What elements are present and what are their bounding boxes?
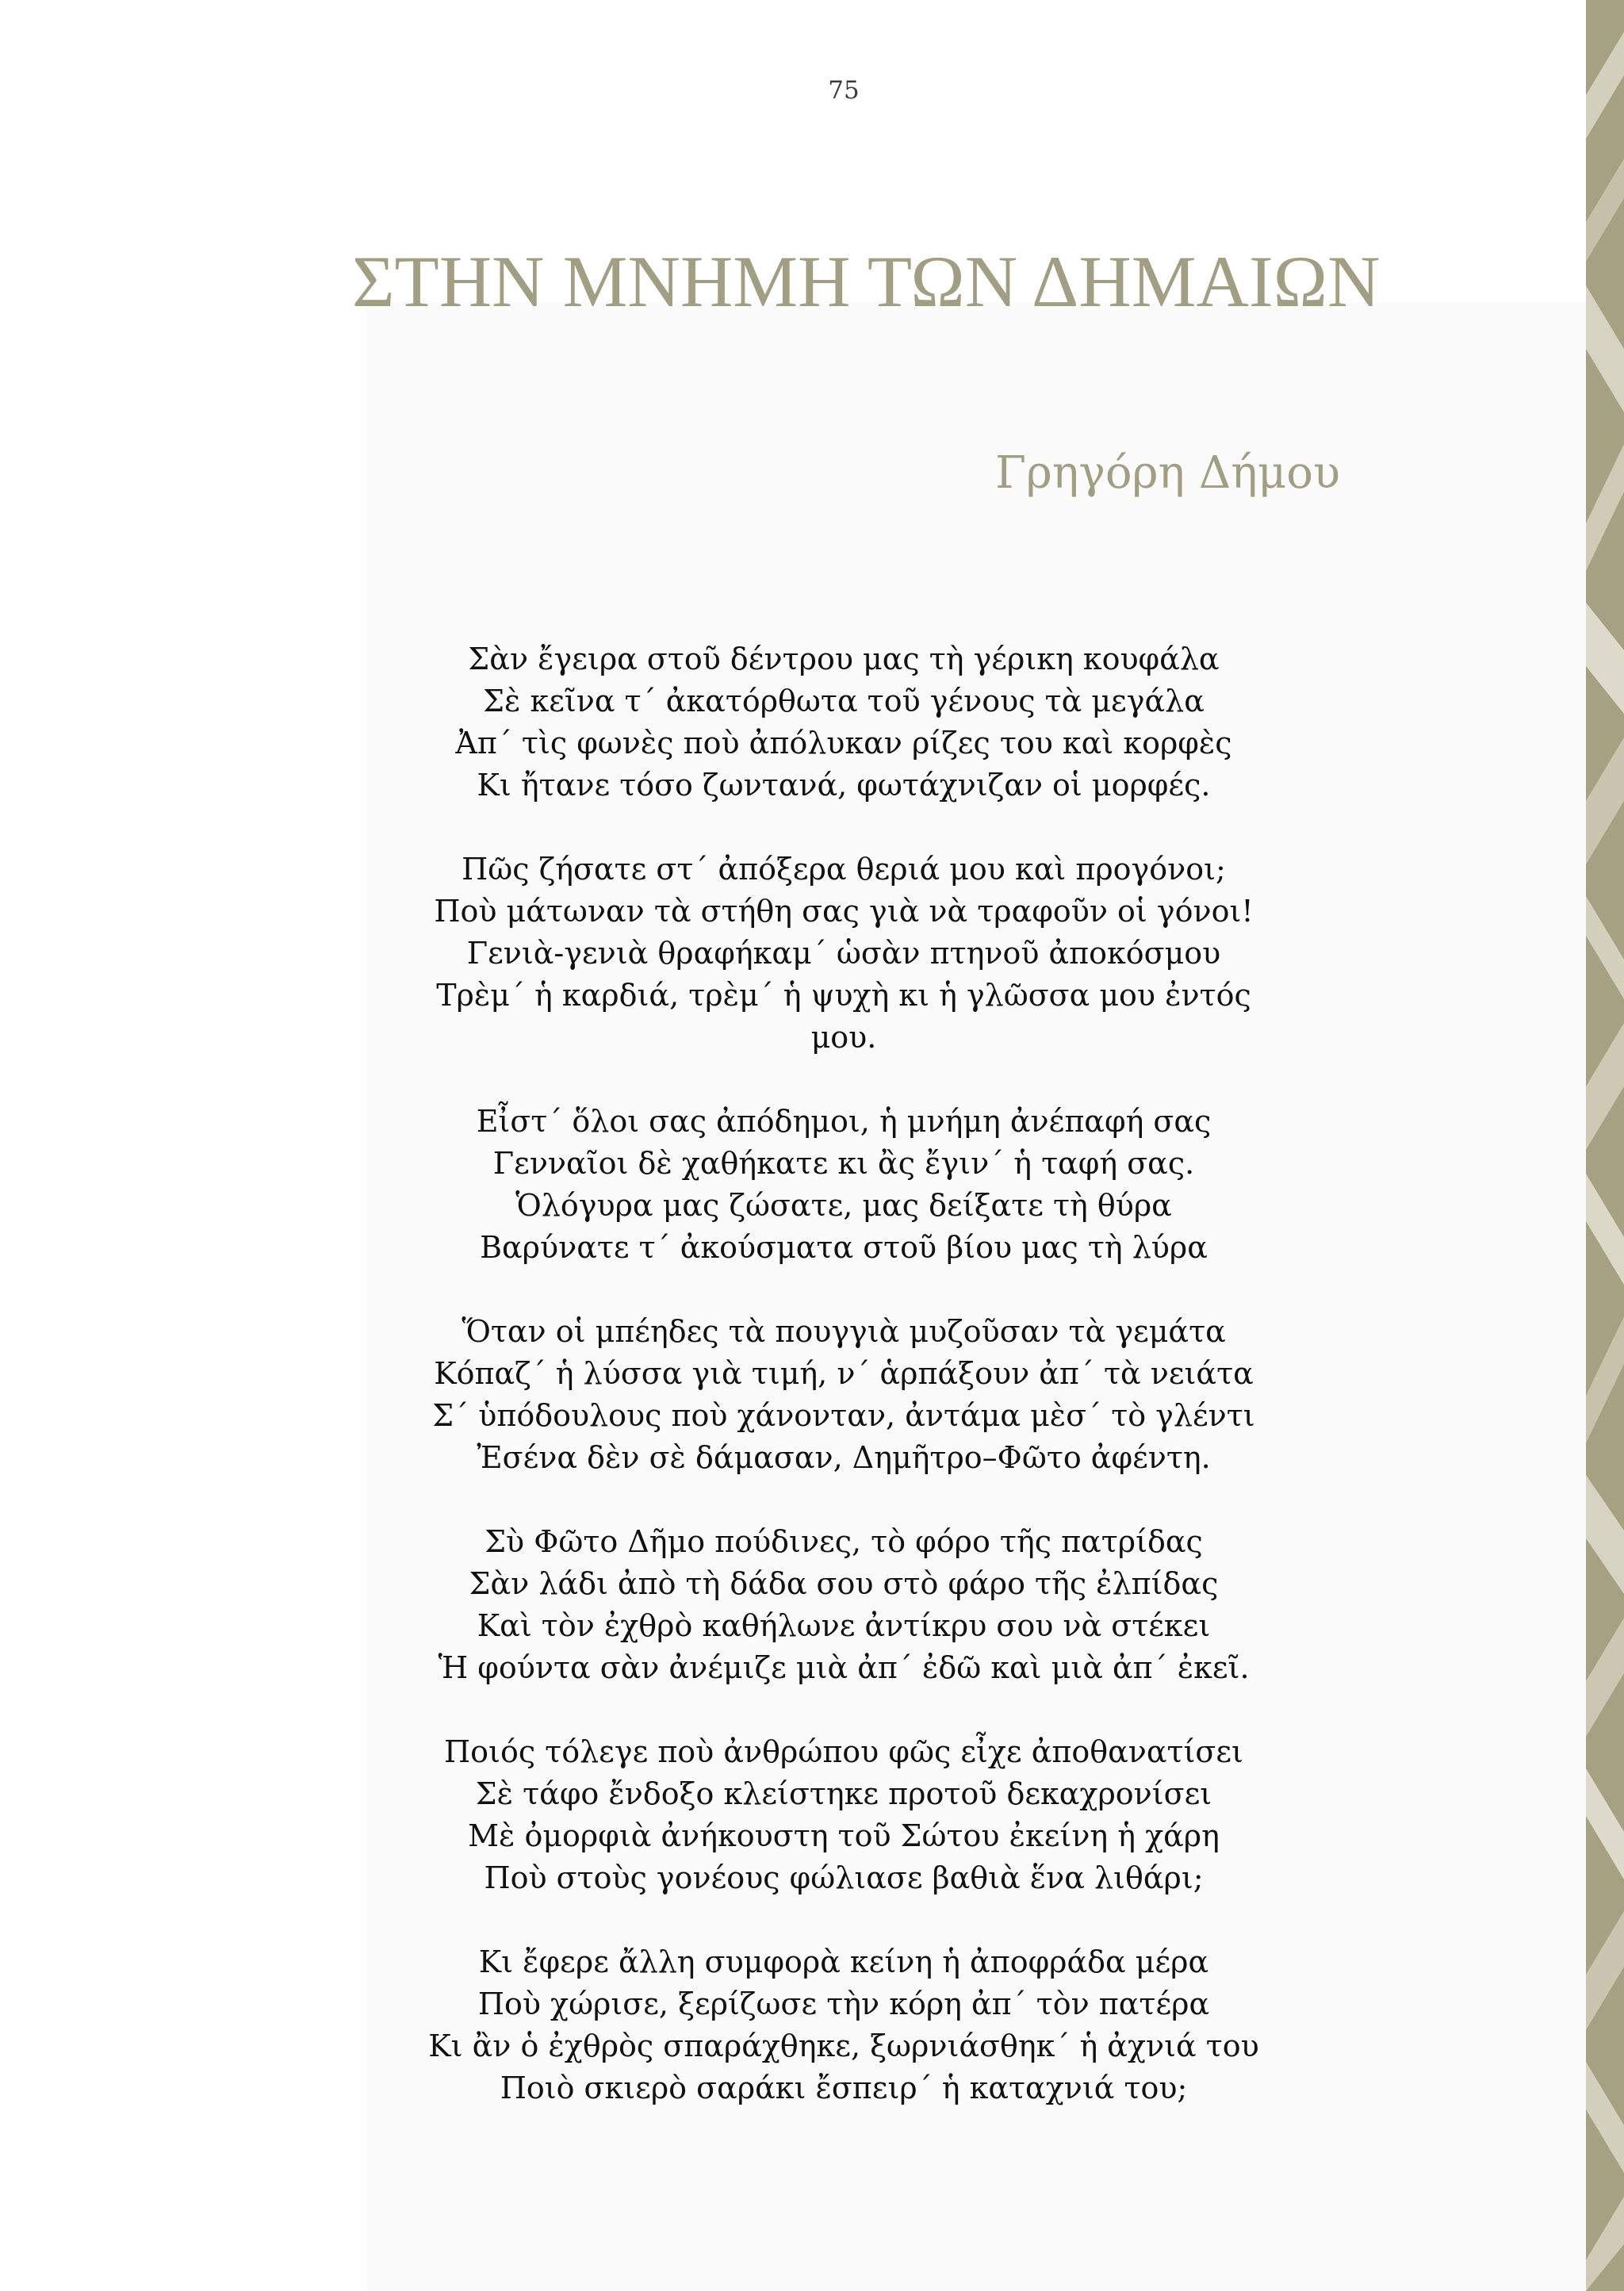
verse-line: Ποιός τόλεγε ποὺ ἀνθρώπου φῶς εἶχε ἀποθανατίσει bbox=[444, 1734, 1243, 1769]
stanza-3 bbox=[396, 1101, 1291, 1269]
stanza-2 bbox=[396, 849, 1291, 1059]
verse-line: Ὅταν οἱ μπέηδες τὰ πουγγιὰ μυζοῦσαν τὰ γεμάτα bbox=[462, 1314, 1226, 1349]
verse-line: Ποὺ στοὺς γονέους φώλιασε βαθιὰ ἕνα λιθάρι; bbox=[484, 1860, 1204, 1895]
verse-line: Σὰν ἔγειρα στοῦ δέντρου μας τὴ γέρικη κουφάλα bbox=[468, 642, 1220, 676]
stanza-6 bbox=[396, 1731, 1291, 1899]
verse-line: Ποὺ χώρισε, ξερίζωσε τὴν κόρη ἀπ΄ τὸν πατέρα bbox=[477, 1986, 1210, 2021]
edge-pattern-icon bbox=[1586, 0, 1624, 2291]
verse-line: Ἐσένα δὲν σὲ δάμασαν, Δημῆτρο–Φῶτο ἀφέντη. bbox=[477, 1440, 1211, 1475]
stanza-7 bbox=[396, 1941, 1291, 2109]
verse-line: Γενναῖοι δὲ χαθήκατε κι ἂς ἔγιν΄ ἡ ταφή σας. bbox=[492, 1146, 1195, 1181]
verse-line: Σὺ Φῶτο Δῆμο πούδινες, τὸ φόρο τῆς πατρίδας bbox=[485, 1524, 1203, 1559]
verse-line: Βαρύνατε τ΄ ἀκούσματα στοῦ βίου μας τὴ λύρα bbox=[480, 1230, 1208, 1265]
verse-line: Κι ἔφερε ἄλλη συμφορὰ κείνη ἡ ἀποφράδα μέρα bbox=[478, 1944, 1209, 1979]
verse-line: Σὲ κεῖνα τ΄ ἀκατόρθωτα τοῦ γένους τὰ μεγάλα bbox=[483, 684, 1205, 718]
verse-line: Τρὲμ΄ ἡ καρδιά, τρὲμ΄ ἡ ψυχὴ κι ἡ γλῶσσα μου ἐντός bbox=[436, 978, 1251, 1013]
verse-line: Ποιὸ σκιερὸ σαράκι ἔσπειρ΄ ἡ καταχνιά του; bbox=[500, 2071, 1188, 2105]
verse-line: Ὁλόγυρα μας ζώσατε, μας δείξατε τὴ θύρα bbox=[515, 1188, 1172, 1223]
verse-line: Σὰν λάδι ἀπὸ τὴ δάδα σου στὸ φάρο τῆς ἐλπίδας bbox=[469, 1566, 1219, 1601]
verse-line: Ἀπ΄ τὶς φωνὲς ποὺ ἀπόλυκαν ρίζες του καὶ κορφὲς bbox=[455, 726, 1232, 760]
verse-line: Κι ἤτανε τόσο ζωντανά, φωτάχνιζαν οἱ μορφές. bbox=[477, 768, 1211, 803]
poem-author: Γρηγόρη Δήμου bbox=[995, 447, 1340, 499]
verse-line: Σ΄ ὑπόδουλους ποὺ χάνονταν, ἀντάμα μὲσ΄ τὸ γλέντι bbox=[432, 1398, 1255, 1433]
poem-body bbox=[396, 638, 1291, 2109]
stanza-5 bbox=[396, 1521, 1291, 1689]
page-number: 75 bbox=[828, 76, 860, 105]
decorative-edge-band bbox=[1586, 0, 1624, 2291]
verse-line: Ἡ φούντα σὰν ἀνέμιζε μιὰ ἀπ΄ ἐδῶ καὶ μιὰ ἀπ΄ ἐκεῖ. bbox=[438, 1650, 1250, 1685]
verse-line: Ποὺ μάτωναν τὰ στήθη σας γιὰ νὰ τραφοῦν οἱ γόνοι! bbox=[434, 894, 1254, 929]
stanza-4 bbox=[396, 1311, 1291, 1479]
verse-line: μου. bbox=[810, 1020, 877, 1055]
verse-line: Πῶς ζήσατε στ΄ ἀπόξερα θεριά μου καὶ προγόνοι; bbox=[462, 852, 1226, 887]
verse-line: Γενιὰ-γενιὰ θραφήκαμ΄ ὡσὰν πτηνοῦ ἀποκόσμου bbox=[466, 936, 1221, 971]
verse-line: Καὶ τὸν ἐχθρὸ καθήλωνε ἀντίκρυ σου νὰ στέκει bbox=[477, 1608, 1211, 1643]
verse-line: Κόπαζ΄ ἡ λύσσα γιὰ τιμή, ν΄ ἁρπάξουν ἀπ΄ τὰ νειάτα bbox=[434, 1356, 1254, 1391]
stanza-1 bbox=[396, 638, 1291, 806]
verse-line: Μὲ ὀμορφιὰ ἀνήκουστη τοῦ Σώτου ἐκείνη ἡ χάρη bbox=[468, 1818, 1220, 1853]
poem-title: ΣΤΗΝ ΜΝΗΜΗ ΤΩΝ ΔΗΜΑΙΩΝ bbox=[352, 241, 1381, 322]
verse-line: Εἶστ΄ ὅλοι σας ἀπόδημοι, ἡ μνήμη ἀνέπαφή σας bbox=[476, 1104, 1212, 1139]
verse-line: Κι ἂν ὁ ἐχθρὸς σπαράχθηκε, ξωρνιάσθηκ΄ ἡ ἀχνιά του bbox=[428, 2029, 1259, 2063]
verse-line: Σὲ τάφο ἔνδοξο κλείστηκε προτοῦ δεκαχρονίσει bbox=[475, 1776, 1212, 1811]
